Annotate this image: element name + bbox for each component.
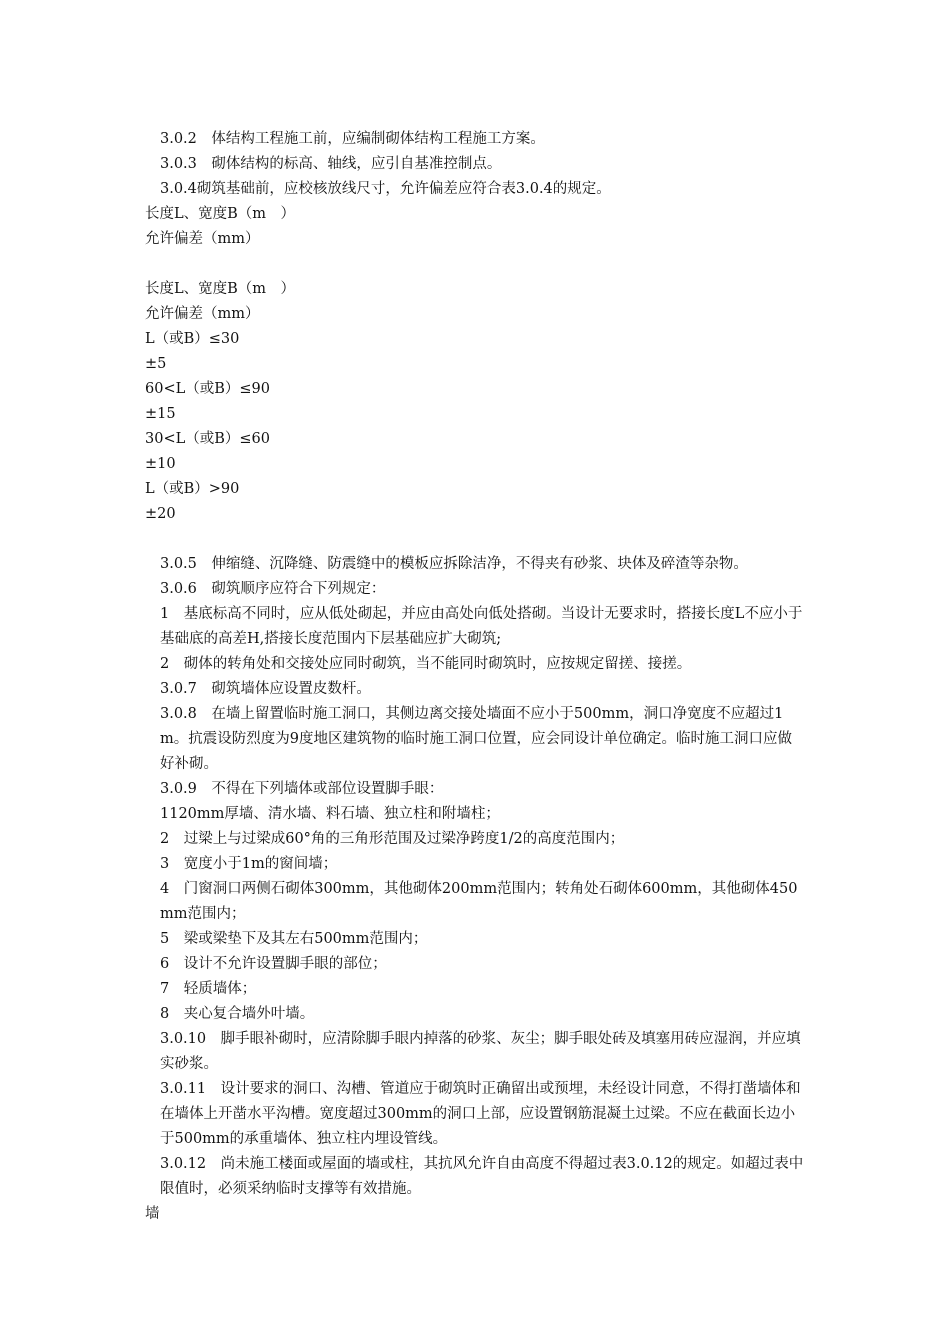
table-row-range: L（或B）≤30 xyxy=(145,331,240,347)
clause-3-0-9-item: 2 过梁上与过梁成60°角的三角形范围及过梁净跨度1/2的高度范围内； xyxy=(160,831,625,847)
document-body xyxy=(145,127,805,1227)
table-row-deviation: ±15 xyxy=(145,406,176,422)
table-row-deviation: ±5 xyxy=(145,356,167,372)
clause-3-0-9-item: 6 设计不允许设置脚手眼的部位； xyxy=(160,956,387,972)
table-3-0-4-body xyxy=(145,277,805,527)
clause-3-0-9-item: 3 宽度小于1m的窗间墙； xyxy=(160,856,338,872)
clause-3-0-5: 3.0.5 伸缩缝、沉降缝、防震缝中的模板应拆除洁净，不得夹有砂浆、块体及碎渣等杂物。 xyxy=(160,556,748,572)
table-3-0-4-first xyxy=(145,202,805,252)
table-row-range: 60<L（或B）≤90 xyxy=(145,381,270,397)
table-header-deviation: 允许偏差（mm） xyxy=(145,306,260,322)
clause-3-0-6-item-1: 1 基底标高不同时，应从低处砌起，并应由高处向低处搭砌。当设计无要求时，搭接长度L不应小于基础底的高差H,搭接长度范围内下层基础应扩大砌筑; xyxy=(160,606,803,647)
clause-3-0-9-item: 5 梁或梁垫下及其左右500mm范围内； xyxy=(160,931,428,947)
clause-3-0-8: 3.0.8 在墙上留置临时施工洞口，其侧边离交接处墙面不应小于500mm，洞口净宽度不应超过1m。抗震设防烈度为9度地区建筑物的临时施工洞口位置，应会同设计单位确定。临时施工洞口应做好补砌。 xyxy=(160,706,792,772)
table-header-deviation: 允许偏差（mm） xyxy=(145,231,260,247)
clause-3-0-9-item: 4 门窗洞口两侧石砌体300mm，其他砌体200mm范围内；转角处石砌体600mm，其他砌体450mm范围内； xyxy=(160,881,798,922)
table-row-deviation: ±10 xyxy=(145,456,176,472)
table-row-deviation: ±20 xyxy=(145,506,176,522)
table-row-range: L（或B）>90 xyxy=(145,481,240,497)
clause-3-0-10: 3.0.10 脚手眼补砌时，应清除脚手眼内掉落的砂浆、灰尘；脚手眼处砖及填塞用砖应湿润，并应填实砂浆。 xyxy=(160,1031,801,1072)
clause-3-0-6: 3.0.6 砌筑顺序应符合下列规定： xyxy=(160,581,386,597)
table-header-length: 长度L、宽度B（m ） xyxy=(145,206,296,222)
clause-3-0-12: 3.0.12 尚未施工楼面或屋面的墙或柱，其抗风允许自由高度不得超过表3.0.12的规定。如超过表中限值时，必须采纳临时支撑等有效措施。 xyxy=(160,1156,804,1197)
clause-3-0-6-item-2: 2 砌体的转角处和交接处应同时砌筑，当不能同时砌筑时，应按规定留搓、接搓。 xyxy=(160,656,692,672)
clause-3-0-7: 3.0.7 砌筑墙体应设置皮数杆。 xyxy=(160,681,371,697)
clause-3-0-3: 3.0.3 砌体结构的标高、轴线，应引自基准控制点。 xyxy=(160,156,502,172)
table-row-range: 30<L（或B）≤60 xyxy=(145,431,270,447)
clause-3-0-9: 3.0.9 不得在下列墙体或部位设置脚手眼： xyxy=(160,781,444,797)
clause-3-0-11: 3.0.11 设计要求的洞口、沟槽、管道应于砌筑时正确留出或预埋，未经设计同意，不得打凿墙体和在墙体上开凿水平沟槽。宽度超过300mm的洞口上部，应设置钢筋混凝土过梁。不应在截面长边小于500mm的承重墙体、独立柱内埋设管线。 xyxy=(160,1081,801,1147)
clause-3-0-2: 3.0.2 体结构工程施工前，应编制砌体结构工程施工方案。 xyxy=(160,131,545,147)
clause-3-0-4: 3.0.4砌筑基础前，应校核放线尺寸，允许偏差应符合表3.0.4的规定。 xyxy=(160,181,611,197)
clause-3-0-9-item: 1120mm厚墙、清水墙、料石墙、独立柱和附墙柱； xyxy=(160,806,500,822)
trailing-word: 墙 xyxy=(145,1206,160,1222)
clause-3-0-9-item: 7 轻质墙体； xyxy=(160,981,257,997)
clause-3-0-9-item: 8 夹心复合墙外叶墙。 xyxy=(160,1006,315,1022)
table-header-length: 长度L、宽度B（m ） xyxy=(145,281,296,297)
